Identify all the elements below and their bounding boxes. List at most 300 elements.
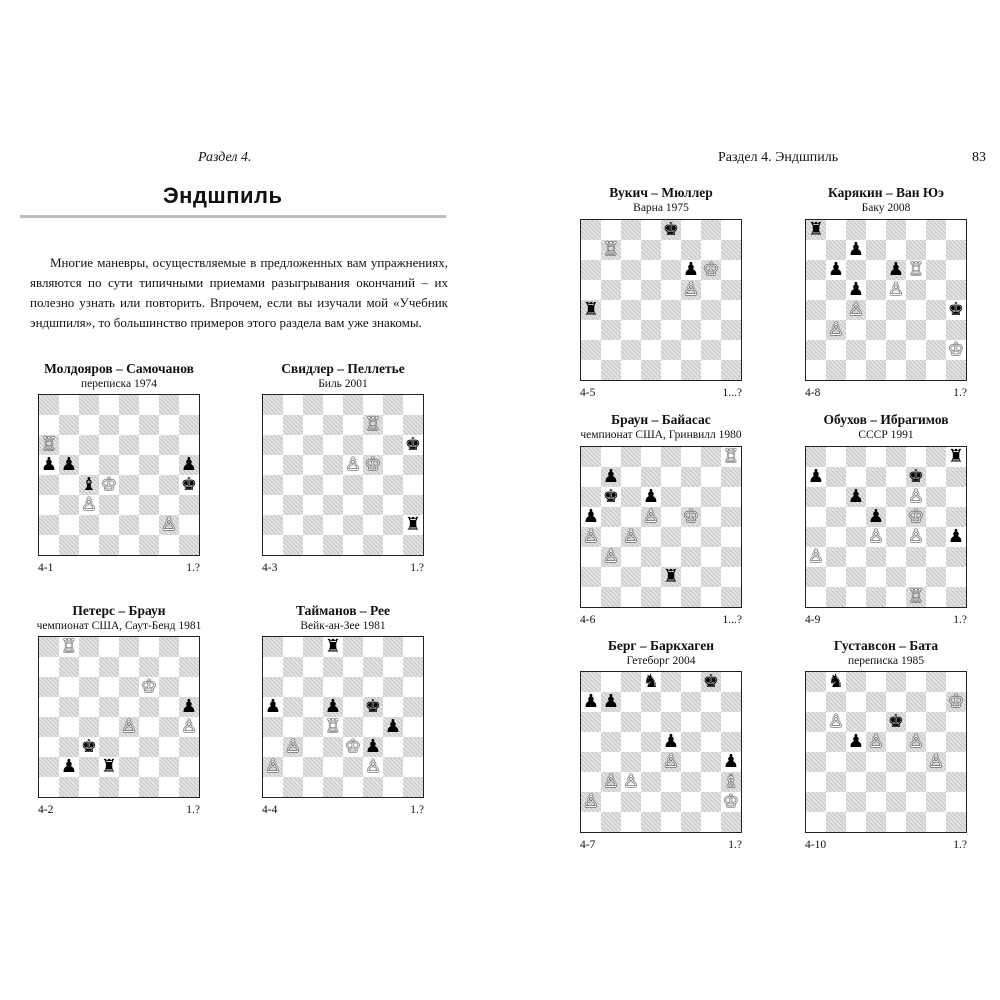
board-square [343, 657, 363, 677]
game-subtitle: Вейк-ан-Зее 1981 [300, 620, 386, 632]
board-square [681, 672, 701, 692]
board-square [383, 777, 403, 797]
board-square [119, 495, 139, 515]
board-square [323, 697, 343, 717]
board-square [946, 732, 966, 752]
board-square [99, 395, 119, 415]
board-square [866, 320, 886, 340]
board-square [846, 547, 866, 567]
white-rook-icon: ♖ [722, 447, 740, 467]
board-square [641, 447, 661, 467]
board-square [681, 547, 701, 567]
black-pawn-icon: ♟ [847, 732, 865, 752]
board-square [906, 300, 926, 320]
board-square [641, 752, 661, 772]
board-square [866, 732, 886, 752]
board-square [661, 792, 681, 812]
board-square [621, 812, 641, 832]
board-square [581, 732, 601, 752]
board-square [701, 340, 721, 360]
board-square [621, 547, 641, 567]
board-square [946, 240, 966, 260]
board-square [806, 340, 826, 360]
board-square [601, 507, 621, 527]
board-square [641, 340, 661, 360]
board-square [906, 360, 926, 380]
black-king-icon: ♚ [180, 475, 198, 495]
board-square [601, 300, 621, 320]
board-square [681, 340, 701, 360]
white-rook-icon: ♖ [907, 587, 925, 607]
black-king-icon: ♚ [702, 672, 720, 692]
board-square [721, 507, 741, 527]
board-square [641, 772, 661, 792]
white-pawn-icon: ♙ [284, 737, 302, 757]
board-square [926, 547, 946, 567]
board-square [403, 657, 423, 677]
board-square [283, 515, 303, 535]
black-king-icon: ♚ [602, 487, 620, 507]
board-square [99, 515, 119, 535]
board-square [866, 260, 886, 280]
board-square [383, 757, 403, 777]
board-square [99, 777, 119, 797]
black-pawn-icon: ♟ [847, 280, 865, 300]
board-square [681, 467, 701, 487]
board-square [926, 527, 946, 547]
board-square [403, 435, 423, 455]
board-square [263, 777, 283, 797]
board-square [179, 515, 199, 535]
board-square [846, 447, 866, 467]
board-square [641, 320, 661, 340]
board-square [581, 527, 601, 547]
white-pawn-icon: ♙ [602, 547, 620, 567]
board-square [119, 717, 139, 737]
board-square [179, 717, 199, 737]
board-square [906, 527, 926, 547]
board-square [926, 712, 946, 732]
board-square [641, 587, 661, 607]
board-square [303, 717, 323, 737]
board-square [581, 320, 601, 340]
board-square [946, 300, 966, 320]
board-square [806, 772, 826, 792]
board-square [681, 812, 701, 832]
black-pawn-icon: ♟ [807, 467, 825, 487]
board-square [846, 240, 866, 260]
black-pawn-icon: ♟ [867, 507, 885, 527]
board-square [886, 447, 906, 467]
board-square [681, 320, 701, 340]
board-square [906, 280, 926, 300]
board-square [886, 467, 906, 487]
board-square [701, 752, 721, 772]
board-square [681, 712, 701, 732]
black-king-icon: ♚ [887, 712, 905, 732]
board-square [621, 280, 641, 300]
board-square [641, 812, 661, 832]
board-square [139, 657, 159, 677]
board-square [581, 772, 601, 792]
board-square [721, 772, 741, 792]
board-square [661, 240, 681, 260]
board-square [721, 732, 741, 752]
board-square [159, 737, 179, 757]
board-square [641, 220, 661, 240]
board-square [866, 487, 886, 507]
board-square [179, 657, 199, 677]
board-square [303, 535, 323, 555]
board-square [179, 475, 199, 495]
board-square [403, 697, 423, 717]
board-square [59, 777, 79, 797]
white-pawn-icon: ♙ [807, 547, 825, 567]
board-square [681, 732, 701, 752]
black-king-icon: ♚ [404, 435, 422, 455]
board-square [721, 360, 741, 380]
board-square [846, 300, 866, 320]
chess-board [262, 394, 424, 556]
black-knight-icon: ♞ [827, 672, 845, 692]
board-square [303, 435, 323, 455]
board-square [826, 547, 846, 567]
board-square [681, 692, 701, 712]
board-square [179, 495, 199, 515]
diagram-task: 1.? [728, 839, 742, 851]
board-square [641, 692, 661, 712]
board-square [661, 772, 681, 792]
board-square [139, 757, 159, 777]
board-square [39, 757, 59, 777]
board-square [721, 300, 741, 320]
board-square [59, 757, 79, 777]
board-square [621, 260, 641, 280]
board-square [641, 300, 661, 320]
board-square [621, 300, 641, 320]
board-square [283, 535, 303, 555]
board-square [721, 447, 741, 467]
board-square [886, 587, 906, 607]
board-square [79, 495, 99, 515]
board-square [159, 757, 179, 777]
black-rook-icon: ♜ [324, 637, 342, 657]
board-square [886, 712, 906, 732]
board-square [701, 567, 721, 587]
board-square [806, 447, 826, 467]
diagram-task: 1...? [722, 387, 742, 399]
black-pawn-icon: ♟ [662, 732, 680, 752]
board-square [806, 792, 826, 812]
board-square [721, 692, 741, 712]
board-square [641, 467, 661, 487]
board-square [323, 637, 343, 657]
board-square [661, 447, 681, 467]
board-square [263, 415, 283, 435]
board-square [701, 260, 721, 280]
board-square [139, 737, 159, 757]
board-square [681, 300, 701, 320]
board-square [946, 587, 966, 607]
white-pawn-icon: ♙ [344, 455, 362, 475]
board-square [159, 535, 179, 555]
board-square [721, 220, 741, 240]
board-square [601, 260, 621, 280]
board-square [263, 395, 283, 415]
board-square [906, 772, 926, 792]
board-square [701, 712, 721, 732]
board-square [363, 717, 383, 737]
board-square [721, 672, 741, 692]
black-pawn-icon: ♟ [324, 697, 342, 717]
board-square [906, 792, 926, 812]
board-square [621, 320, 641, 340]
board-square [139, 677, 159, 697]
board-square [581, 340, 601, 360]
board-square [641, 792, 661, 812]
board-square [119, 415, 139, 435]
board-square [721, 812, 741, 832]
board-square [601, 240, 621, 260]
board-square [39, 777, 59, 797]
board-square [39, 657, 59, 677]
board-square [866, 812, 886, 832]
white-pawn-icon: ♙ [682, 280, 700, 300]
board-square [621, 340, 641, 360]
board-square [403, 495, 423, 515]
board-square [661, 567, 681, 587]
running-head: Раздел 4. Эндшпиль [718, 150, 839, 165]
board-square [926, 812, 946, 832]
board-square [403, 395, 423, 415]
board-square [846, 360, 866, 380]
board-square [581, 280, 601, 300]
game-title: Обухов – Ибрагимов [823, 412, 949, 427]
board-square [79, 757, 99, 777]
board-square [159, 495, 179, 515]
board-square [323, 515, 343, 535]
board-square [866, 752, 886, 772]
black-pawn-icon: ♟ [682, 260, 700, 280]
white-king-icon: ♔ [947, 692, 965, 712]
board-square [906, 587, 926, 607]
board-square [303, 757, 323, 777]
board-square [403, 637, 423, 657]
board-square [263, 697, 283, 717]
board-square [39, 515, 59, 535]
board-square [681, 752, 701, 772]
board-square [866, 300, 886, 320]
board-square [886, 260, 906, 280]
board-square [886, 812, 906, 832]
board-square [701, 447, 721, 467]
board-square [323, 757, 343, 777]
board-square [701, 692, 721, 712]
board-square [641, 672, 661, 692]
board-square [826, 300, 846, 320]
white-pawn-icon: ♙ [907, 487, 925, 507]
game-title: Молдояров – Самочанов [44, 361, 194, 376]
white-pawn-icon: ♙ [364, 757, 382, 777]
diagram-number: 4-4 [262, 804, 278, 816]
board-square [886, 220, 906, 240]
board-square [59, 677, 79, 697]
board-square [826, 527, 846, 547]
board-square [159, 637, 179, 657]
board-square [701, 487, 721, 507]
black-pawn-icon: ♟ [642, 487, 660, 507]
board-square [926, 752, 946, 772]
board-square [926, 772, 946, 792]
board-square [621, 712, 641, 732]
board-square [661, 487, 681, 507]
board-square [363, 657, 383, 677]
board-square [661, 360, 681, 380]
black-pawn-icon: ♟ [887, 260, 905, 280]
board-square [179, 677, 199, 697]
board-square [363, 677, 383, 697]
board-square [159, 415, 179, 435]
board-square [661, 812, 681, 832]
board-square [139, 455, 159, 475]
white-rook-icon: ♖ [602, 240, 620, 260]
intro-paragraph: Многие маневры, осуществляемые в предложенных вам упражнениях, являются по сути типичными приемами разыгрывания окончаний – их полезно узнать или повторить. Впрочем, если вы изучали мой «Учебник эндшпиля», то большинство примеров этого раздела вам уже знакомы. [30, 255, 448, 330]
white-pawn-icon: ♙ [622, 772, 640, 792]
board-square [661, 320, 681, 340]
board-square [159, 515, 179, 535]
board-square [403, 777, 423, 797]
game-title: Петерс – Браун [72, 603, 166, 618]
board-square [303, 395, 323, 415]
board-square [79, 737, 99, 757]
board-square [363, 415, 383, 435]
white-pawn-icon: ♙ [264, 757, 282, 777]
board-square [403, 717, 423, 737]
board-square [601, 467, 621, 487]
board-square [179, 435, 199, 455]
board-square [721, 340, 741, 360]
board-square [139, 697, 159, 717]
board-square [946, 340, 966, 360]
board-square [866, 587, 886, 607]
board-square [601, 487, 621, 507]
chess-board [262, 636, 424, 798]
page-number: 83 [972, 150, 986, 165]
board-square [323, 717, 343, 737]
board-square [179, 455, 199, 475]
board-square [383, 435, 403, 455]
board-square [621, 447, 641, 467]
chess-board [580, 219, 742, 381]
black-pawn-icon: ♟ [60, 757, 78, 777]
board-square [303, 415, 323, 435]
board-square [139, 395, 159, 415]
board-square [39, 535, 59, 555]
board-square [159, 777, 179, 797]
board-square [323, 455, 343, 475]
board-square [681, 487, 701, 507]
game-subtitle: Гетеборг 2004 [626, 655, 696, 667]
board-square [866, 712, 886, 732]
board-square [906, 692, 926, 712]
diagram-task: 1.? [186, 804, 200, 816]
board-square [159, 475, 179, 495]
board-square [179, 697, 199, 717]
game-title: Густавсон – Бата [833, 638, 939, 653]
board-square [806, 672, 826, 692]
board-square [139, 535, 159, 555]
black-pawn-icon: ♟ [40, 455, 58, 475]
board-square [886, 280, 906, 300]
black-pawn-icon: ♟ [180, 455, 198, 475]
board-square [846, 587, 866, 607]
board-square [886, 752, 906, 772]
diagram-number: 4-2 [38, 804, 54, 816]
board-square [343, 435, 363, 455]
board-square [661, 467, 681, 487]
chess-board [805, 446, 967, 608]
board-square [946, 672, 966, 692]
board-square [601, 360, 621, 380]
board-square [886, 567, 906, 587]
board-square [581, 507, 601, 527]
board-square [641, 280, 661, 300]
board-square [79, 657, 99, 677]
board-square [806, 547, 826, 567]
board-square [403, 455, 423, 475]
board-square [139, 717, 159, 737]
board-square [721, 320, 741, 340]
board-square [323, 475, 343, 495]
board-square [906, 447, 926, 467]
board-square [601, 320, 621, 340]
board-square [39, 637, 59, 657]
black-king-icon: ♚ [662, 220, 680, 240]
game-subtitle: Биль 2001 [318, 378, 368, 390]
board-square [283, 657, 303, 677]
board-square [581, 752, 601, 772]
board-square [886, 672, 906, 692]
board-square [826, 692, 846, 712]
board-square [343, 737, 363, 757]
board-square [846, 812, 866, 832]
board-square [846, 260, 866, 280]
board-square [886, 487, 906, 507]
board-square [681, 507, 701, 527]
board-square [581, 487, 601, 507]
black-knight-icon: ♞ [642, 672, 660, 692]
board-square [263, 657, 283, 677]
board-square [343, 757, 363, 777]
diagram-task: 1.? [953, 839, 967, 851]
board-square [721, 467, 741, 487]
board-square [581, 812, 601, 832]
board-square [826, 340, 846, 360]
white-king-icon: ♔ [344, 737, 362, 757]
board-square [886, 240, 906, 260]
board-square [926, 260, 946, 280]
board-square [363, 395, 383, 415]
board-square [946, 752, 966, 772]
board-square [806, 732, 826, 752]
black-pawn-icon: ♟ [722, 752, 740, 772]
board-square [701, 320, 721, 340]
board-square [79, 515, 99, 535]
board-square [906, 547, 926, 567]
board-square [661, 280, 681, 300]
board-square [701, 527, 721, 547]
board-square [926, 300, 946, 320]
